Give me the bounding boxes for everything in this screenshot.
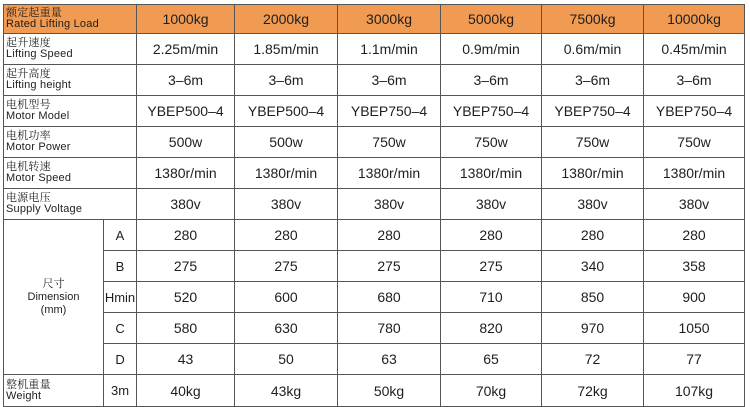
table-cell: 970 xyxy=(542,313,644,344)
table-cell: 275 xyxy=(137,251,235,282)
table-cell: 280 xyxy=(644,220,745,251)
table-cell: 280 xyxy=(338,220,441,251)
table-cell: 3–6m xyxy=(338,65,441,96)
table-cell: 2.25m/min xyxy=(137,34,235,65)
table-cell: 750w xyxy=(644,127,745,158)
table-cell: 3–6m xyxy=(137,65,235,96)
table-cell: 1.85m/min xyxy=(235,34,338,65)
weight-key: 3m xyxy=(104,375,137,407)
row-dimension-a xyxy=(4,220,745,251)
table-cell: 710 xyxy=(441,282,542,313)
table-cell: YBEP500–4 xyxy=(137,96,235,127)
dimension-label-en: Dimension xyxy=(27,290,80,303)
dimension-label-cell xyxy=(4,220,104,375)
row-label-en: Motor Power xyxy=(6,141,71,153)
table-cell: 500w xyxy=(235,127,338,158)
row-label-cn: 起升高度 xyxy=(6,68,51,80)
table-cell: 280 xyxy=(235,220,338,251)
table-cell: 43kg xyxy=(235,375,338,407)
table-cell: 77 xyxy=(644,344,745,375)
header-label-en: Rated Lifting Load xyxy=(6,18,99,30)
row-label-cn: 电源电压 xyxy=(6,192,51,204)
row-dimension-b xyxy=(4,251,745,282)
table-cell: 380v xyxy=(338,189,441,220)
table-cell: 63 xyxy=(338,344,441,375)
row-label-cn: 电机型号 xyxy=(6,99,51,111)
row-label-en: Lifting height xyxy=(6,79,72,91)
row-label xyxy=(4,96,137,127)
row-motor-speed xyxy=(4,158,745,189)
table-cell: 1380r/min xyxy=(235,158,338,189)
row-label xyxy=(4,158,137,189)
table-cell: 1.1m/min xyxy=(338,34,441,65)
table-cell: 40kg xyxy=(137,375,235,407)
dimension-key: D xyxy=(104,344,137,375)
header-load: 3000kg xyxy=(338,5,441,34)
table-cell: 280 xyxy=(137,220,235,251)
header-load: 7500kg xyxy=(542,5,644,34)
table-cell: 280 xyxy=(441,220,542,251)
table-cell: 340 xyxy=(542,251,644,282)
header-load: 2000kg xyxy=(235,5,338,34)
table-cell: 72kg xyxy=(542,375,644,407)
table-cell: 380v xyxy=(137,189,235,220)
table-cell: 1380r/min xyxy=(137,158,235,189)
table-cell: YBEP750–4 xyxy=(644,96,745,127)
table-cell: 630 xyxy=(235,313,338,344)
row-label-en: Supply Voltage xyxy=(6,203,83,215)
row-label-cn: 起升速度 xyxy=(6,37,51,49)
table-cell: YBEP750–4 xyxy=(441,96,542,127)
row-dimension-d xyxy=(4,344,745,375)
row-dimension-c xyxy=(4,313,745,344)
row-label xyxy=(4,65,137,96)
table-cell: 850 xyxy=(542,282,644,313)
table-cell: 900 xyxy=(644,282,745,313)
row-motor-power xyxy=(4,127,745,158)
row-label-en: Motor Model xyxy=(6,110,70,122)
row-label-en: Motor Speed xyxy=(6,172,72,184)
table-cell: 50 xyxy=(235,344,338,375)
table-cell: YBEP750–4 xyxy=(542,96,644,127)
table-cell: 3–6m xyxy=(235,65,338,96)
weight-label-en: Weight xyxy=(6,389,42,402)
dimension-unit: (mm) xyxy=(40,303,67,316)
dimension-label-cn: 尺寸 xyxy=(42,277,65,290)
table-cell: 600 xyxy=(235,282,338,313)
table-cell: 0.45m/min xyxy=(644,34,745,65)
row-lifting-height xyxy=(4,65,745,96)
table-cell: 820 xyxy=(441,313,542,344)
row-lifting-speed xyxy=(4,34,745,65)
table-cell: 1050 xyxy=(644,313,745,344)
table-cell: 1380r/min xyxy=(542,158,644,189)
table-cell: 72 xyxy=(542,344,644,375)
row-label xyxy=(4,34,137,65)
table-cell: 750w xyxy=(542,127,644,158)
table-cell: 780 xyxy=(338,313,441,344)
weight-label-cn: 整机重量 xyxy=(6,378,51,391)
table-cell: 380v xyxy=(235,189,338,220)
dimension-key: A xyxy=(104,220,137,251)
table-cell: YBEP500–4 xyxy=(235,96,338,127)
row-weight xyxy=(4,375,745,407)
table-cell: 1380r/min xyxy=(338,158,441,189)
table-cell: 580 xyxy=(137,313,235,344)
table-cell: 750w xyxy=(441,127,542,158)
row-label-cn: 电机功率 xyxy=(6,130,51,142)
table-cell: 275 xyxy=(235,251,338,282)
table-cell: 1380r/min xyxy=(644,158,745,189)
weight-label-cell xyxy=(4,375,104,407)
dimension-key: B xyxy=(104,251,137,282)
row-motor-model xyxy=(4,96,745,127)
dimension-key: Hmin xyxy=(104,282,137,313)
row-label-en: Lifting Speed xyxy=(6,48,73,60)
table-cell: 750w xyxy=(338,127,441,158)
header-load: 10000kg xyxy=(644,5,745,34)
table-cell: 70kg xyxy=(441,375,542,407)
dimension-key: C xyxy=(104,313,137,344)
header-row xyxy=(4,5,745,34)
table-cell: 0.6m/min xyxy=(542,34,644,65)
row-label xyxy=(4,189,137,220)
table-cell: 3–6m xyxy=(441,65,542,96)
row-label xyxy=(4,127,137,158)
table-cell: 380v xyxy=(644,189,745,220)
table-cell: 520 xyxy=(137,282,235,313)
table-cell: YBEP750–4 xyxy=(338,96,441,127)
row-dimension-hmin xyxy=(4,282,745,313)
table-cell: 275 xyxy=(441,251,542,282)
table-cell: 380v xyxy=(441,189,542,220)
table-cell: 275 xyxy=(338,251,441,282)
header-label-cn: 额定起重量 xyxy=(6,7,62,19)
table-cell: 3–6m xyxy=(644,65,745,96)
table-cell: 0.9m/min xyxy=(441,34,542,65)
row-label-cn: 电机转速 xyxy=(6,161,51,173)
header-load: 5000kg xyxy=(441,5,542,34)
header-label-cell xyxy=(4,5,137,34)
table-cell: 107kg xyxy=(644,375,745,407)
table-cell: 50kg xyxy=(338,375,441,407)
table-cell: 358 xyxy=(644,251,745,282)
table-cell: 3–6m xyxy=(542,65,644,96)
table-cell: 380v xyxy=(542,189,644,220)
row-supply-voltage xyxy=(4,189,745,220)
table-cell: 680 xyxy=(338,282,441,313)
table-cell: 43 xyxy=(137,344,235,375)
table-cell: 500w xyxy=(137,127,235,158)
table-cell: 1380r/min xyxy=(441,158,542,189)
spec-table xyxy=(3,4,745,407)
table-cell: 65 xyxy=(441,344,542,375)
header-load: 1000kg xyxy=(137,5,235,34)
table-cell: 280 xyxy=(542,220,644,251)
